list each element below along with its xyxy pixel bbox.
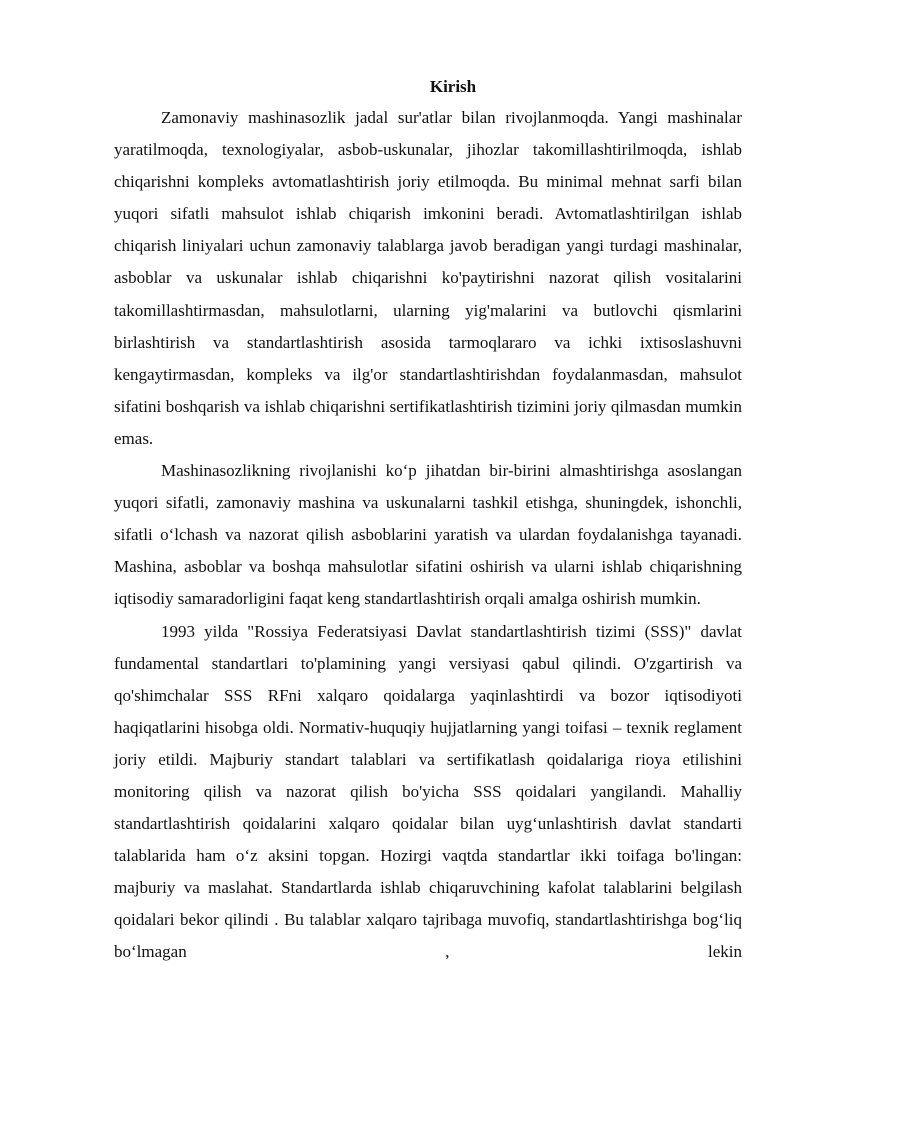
paragraph-3: 1993 yilda "Rossiya Federatsiyasi Davlat standartlashtirish tizimi (SSS)" davlat fundamental standartlari to'plamining yangi versiyasi qabul qilindi. O'zgartirish va qo'shimchalar SSS RFni xalqaro qoidalarga yaqinlashtirdi va bozor iqtisodiyoti haqiqatlarini hisobga oldi. Normativ-huquqiy hujjatlarning yangi toifasi – texnik reglament joriy etildi. Majburiy standart talablari va sertifikatlash qoidalariga rioya etilishini monitoring qilish va nazorat qilish bo'yicha SSS qoidalari yangilandi. Mahalliy standartlashtirish qoidalarini xalqaro qoidalar bilan uyg‘unlashtirish davlat standarti talablarida ham o‘z aksini topgan. Hozirgi vaqtda standartlar ikki toifaga bo'lingan: majburiy va maslahat. Standartlarda ishlab chiqaruvchining kafolat talablarini belgilash qoidalari bekor qilindi . Bu talablar xalqaro tajribaga muvofiq, standartlashtirishga bog‘liq bo‘lmagan , lekin [114, 621, 742, 962]
paragraph-1: Zamonaviy mashinasozlik jadal sur'atlar bilan rivojlanmoqda. Yangi mashinalar yaratilmoqda, texnologiyalar, asbob-uskunalar, jihozlar takomillashtirilmoqda, ishlab chiqarishni kompleks avtomatlashtirish joriy etilmoqda. Bu minimal mehnat sarfi bilan yuqori sifatli mahsulot ishlab chiqarish imkonini beradi. Avtomatlashtirilgan ishlab chiqarish liniyalari uchun zamonaviy talablarga javob beradigan yangi turdagi mashinalar, asboblar va uskunalar ishlab chiqarishni ko'paytirishni nazorat qilish vositalarini takomillashtirmasdan, mahsulotlarni, ularning yig'malarini va butlovchi qismlarini birlashtirish va standartlashtirish asosida tarmoqlararo va ichki ixtisoslashuvni kengaytirmasdan, kompleks va ilg'or standartlashtirishdan foydalanmasdan, mahsulot sifatini boshqarish va ishlab chiqarishni sertifikatlashtirish tizimini joriy qilmasdan mumkin emas. [114, 108, 742, 448]
document-body [114, 102, 742, 962]
page-title: Kirish [429, 77, 477, 96]
paragraph-2: Mashinasozlikning rivojlanishi ko‘p jihatdan bir-birini almashtirishga asoslangan yuqori sifatli, zamonaviy mashina va uskunalarni tashkil etishga, shuningdek, ishonchli, sifatli o‘lchash va nazorat qilish asboblarini yaratish va ulardan foydalanishga tayanadi. Mashina, asboblar va boshqa mahsulotlar sifatini oshirish va ularni ishlab chiqarishning iqtisodiy samaradorligini faqat keng standartlashtirish orqali amalga oshirish mumkin. [114, 461, 742, 609]
